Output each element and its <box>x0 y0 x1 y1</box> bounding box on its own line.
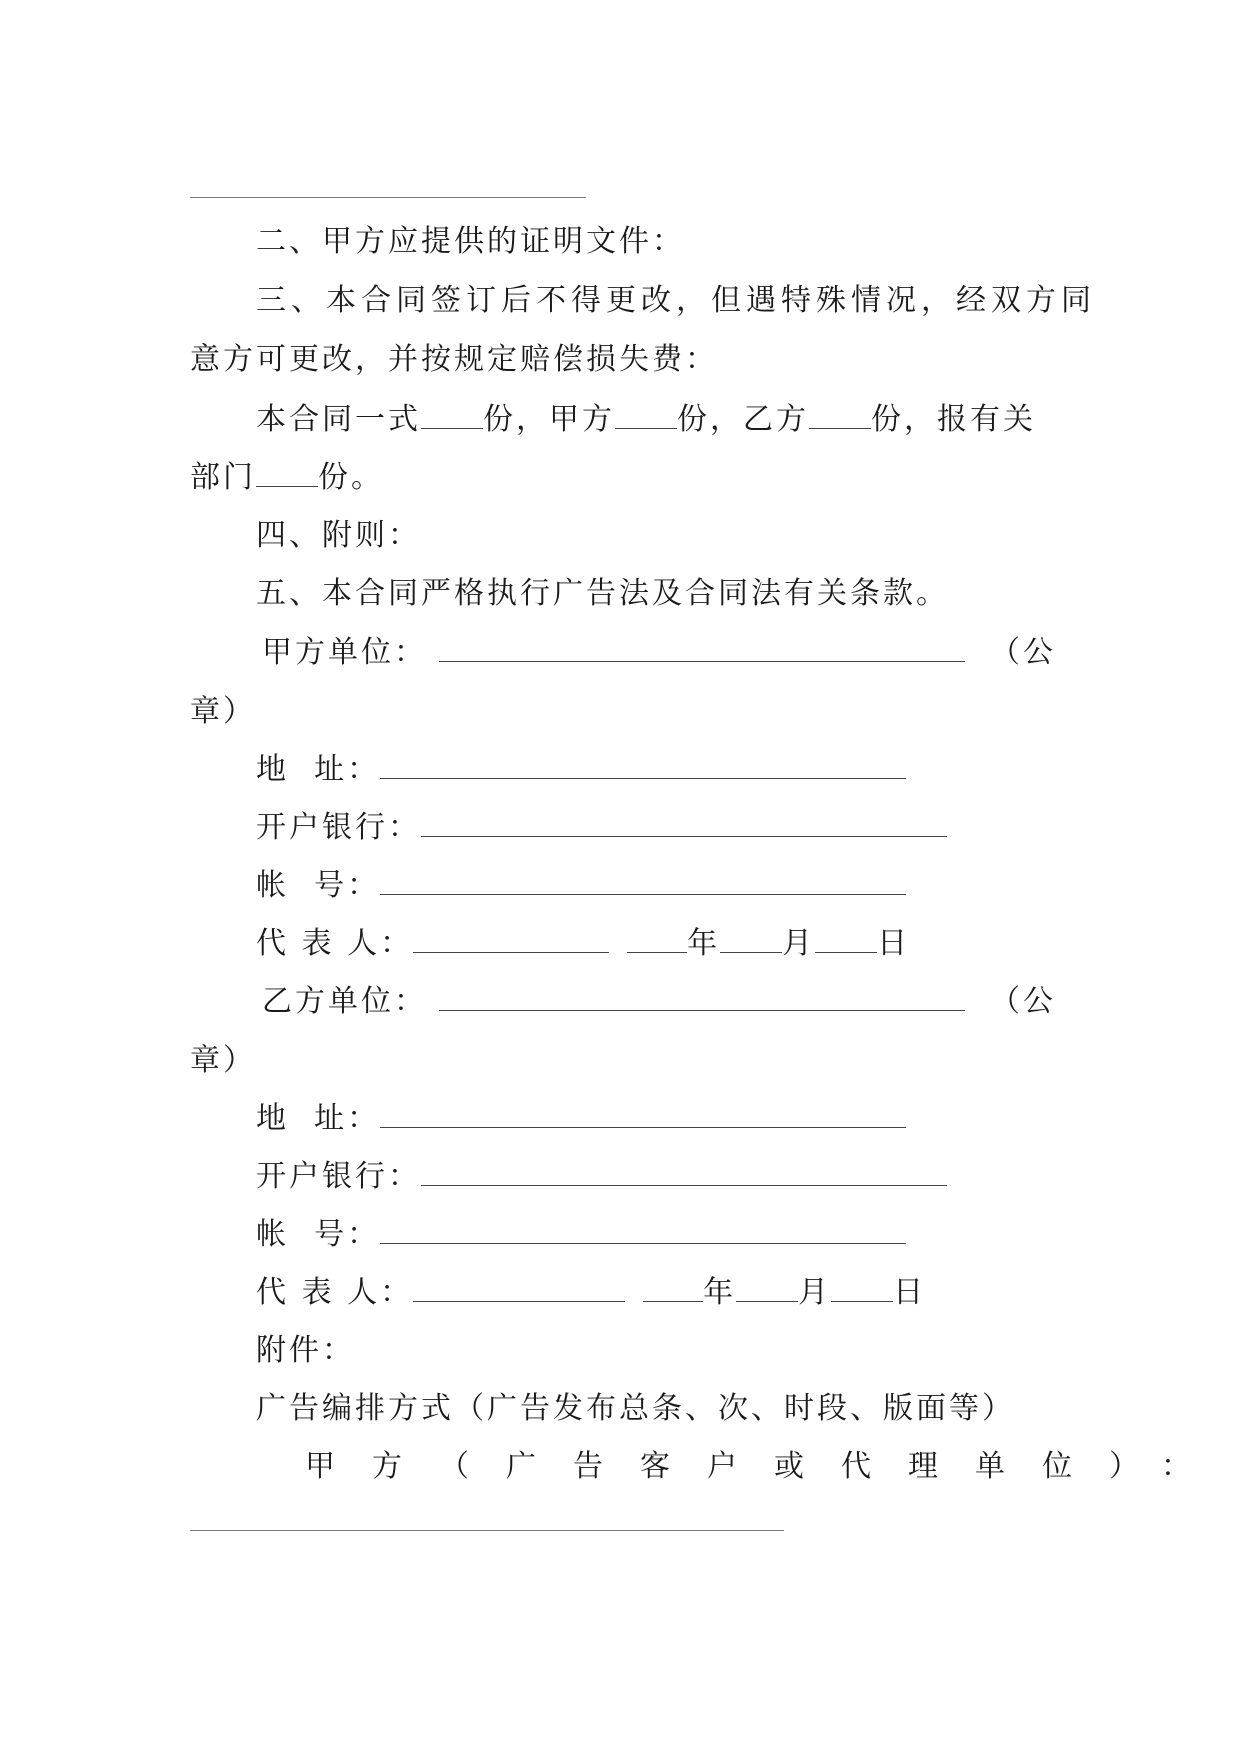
party-b-month-label: 月 <box>798 1275 832 1310</box>
copies-text-c: 份，乙方 <box>677 402 809 437</box>
clause-2: 二、甲方应提供的证明文件： <box>256 224 685 259</box>
copies-line-2 <box>190 458 384 498</box>
copies-text-a: 本合同一式 <box>256 402 421 437</box>
party-a-month-blank <box>720 926 782 953</box>
party-b-bank-label: 开户银行： <box>256 1159 421 1194</box>
party-b-address <box>256 1099 906 1139</box>
party-a-client-line: 甲方（广告客户或代理单位）： <box>305 1449 1228 1484</box>
party-b-seal-close: 章） <box>190 1043 256 1078</box>
party-a-seal-open: （公 <box>990 635 1056 670</box>
clause-5: 五、本合同严格执行广告法及合同法有关条款。 <box>256 576 949 611</box>
party-b-rep <box>256 1273 926 1313</box>
copies-total-blank <box>421 402 483 429</box>
party-b-account <box>256 1215 906 1255</box>
party-b-unit <box>262 982 965 1022</box>
party-a-month-label: 月 <box>782 926 816 961</box>
party-b-seal-open: （公 <box>990 984 1056 1019</box>
copies-a-blank <box>615 402 677 429</box>
party-a-year-label: 年 <box>687 926 721 961</box>
party-a-rep <box>256 924 910 964</box>
party-b-bank <box>256 1157 947 1197</box>
party-b-day-blank <box>831 1275 893 1302</box>
party-a-year-blank <box>627 926 687 953</box>
party-a-account <box>256 866 906 906</box>
party-a-unit-blank <box>439 635 965 662</box>
party-a-address-label: 地 址： <box>256 752 381 787</box>
attachment-label: 附件： <box>256 1333 355 1368</box>
party-a-rep-label: 代 表 人： <box>256 926 414 961</box>
copies-text-e: 部门 <box>190 460 256 495</box>
party-b-account-label: 帐 号： <box>256 1217 381 1252</box>
party-a-address <box>256 750 906 790</box>
top-rule <box>190 197 586 198</box>
party-b-year-blank <box>643 1275 703 1302</box>
party-b-address-blank <box>380 1101 906 1128</box>
party-a-bank-blank <box>421 810 947 837</box>
party-a-day-blank <box>815 926 877 953</box>
party-b-address-label: 地 址： <box>256 1101 381 1136</box>
party-a-day-label: 日 <box>877 926 911 961</box>
clause-3-line-2: 意方可更改，并按规定赔偿损失费： <box>190 342 718 377</box>
copies-text-b: 份，甲方 <box>483 402 615 437</box>
party-a-account-label: 帐 号： <box>256 868 381 903</box>
party-a-bank <box>256 808 947 848</box>
party-a-bank-label: 开户银行： <box>256 810 421 845</box>
party-b-account-blank <box>380 1217 906 1244</box>
party-b-year-label: 年 <box>703 1275 737 1310</box>
copies-b-blank <box>809 402 871 429</box>
clause-3-line-1: 三、本合同签订后不得更改，但遇特殊情况，经双方同 <box>256 283 1096 318</box>
party-a-seal-close: 章） <box>190 694 256 729</box>
clause-4: 四、附则： <box>256 518 421 553</box>
party-a-account-blank <box>380 868 906 895</box>
party-b-unit-blank <box>439 984 965 1011</box>
copies-text-f: 份。 <box>318 460 384 495</box>
party-a-unit <box>262 633 965 673</box>
party-b-rep-label: 代 表 人： <box>256 1275 414 1310</box>
copies-dept-blank <box>256 460 318 487</box>
party-b-day-label: 日 <box>893 1275 927 1310</box>
party-a-address-blank <box>380 752 906 779</box>
copies-line-1 <box>256 400 1036 440</box>
party-b-bank-blank <box>421 1159 947 1186</box>
party-b-month-blank <box>736 1275 798 1302</box>
party-b-unit-label: 乙方单位： <box>262 984 427 1019</box>
party-a-rep-blank <box>413 926 609 953</box>
party-a-unit-label: 甲方单位： <box>262 635 427 670</box>
party-b-rep-blank <box>413 1275 625 1302</box>
copies-text-d: 份，报有关 <box>871 402 1036 437</box>
ad-layout-line: 广告编排方式（广告发布总条、次、时段、版面等） <box>256 1391 1015 1426</box>
bottom-rule <box>190 1530 784 1531</box>
